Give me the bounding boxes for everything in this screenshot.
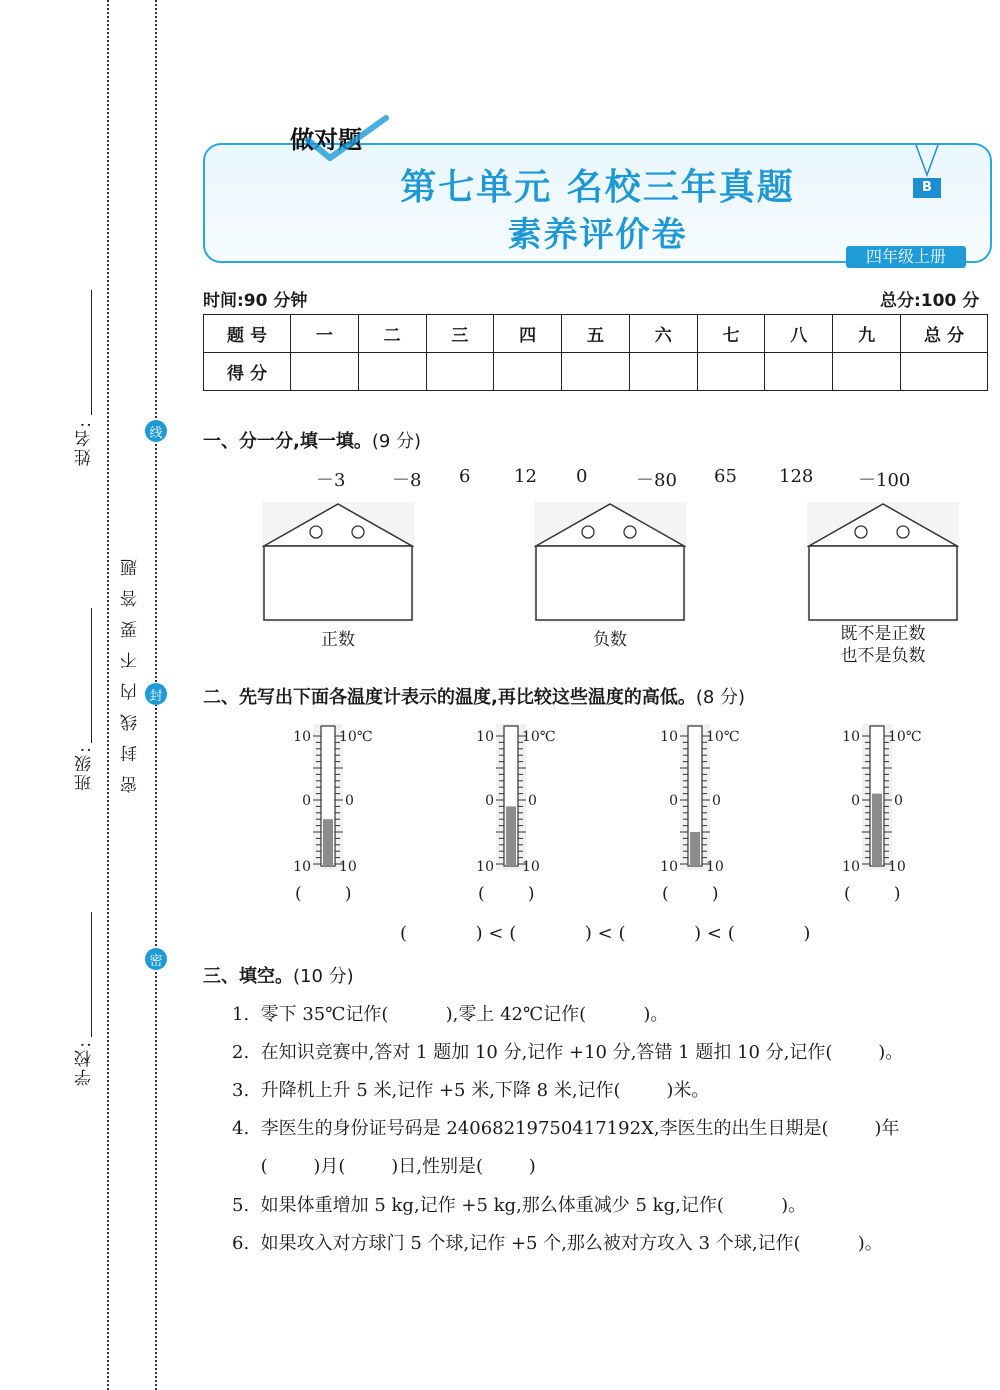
question-3-title (203, 962, 354, 988)
version-tag: B (913, 178, 941, 198)
scale-label-bottom-right: 10 (522, 859, 540, 872)
exam-total-points: 总分:100 分 (880, 291, 980, 311)
house-label-positive: 正数 (321, 630, 355, 650)
fill-item-5[interactable]: 5. 如果体重增加 5 kg,记作 +5 kg,那么体重减少 5 kg,记作( )。 (232, 1195, 807, 1216)
mercury-column (323, 819, 333, 866)
class-blank-line (91, 608, 92, 743)
seal-line-warning: 密封线内不要答题 (121, 545, 141, 793)
score-table-cell: 得 分 (204, 353, 291, 391)
question-2-points: (8 分) (695, 687, 746, 708)
line-mark-badge: 线 (145, 420, 167, 442)
thermometer-answer-blank[interactable]: ( ) (662, 884, 719, 904)
fill-item-2[interactable]: 2. 在知识竞赛中,答对 1 题加 10 分,记作 +10 分,答错 1 题扣 10 分,记作( )。 (232, 1042, 904, 1063)
score-table-cell: 六 (629, 315, 697, 353)
house-positive-numbers[interactable] (262, 502, 414, 622)
score-table-cell: 二 (358, 315, 426, 353)
school-label: 学校: (75, 1040, 95, 1086)
score-table-header-row (204, 315, 988, 353)
binding-dotted-line-left (107, 0, 109, 1390)
score-table-cell: 四 (494, 315, 562, 353)
question-2-text: 二、先写出下面各温度计表示的温度,再比较这些温度的高低。 (203, 687, 696, 708)
scale-label-bottom-left: 10 (842, 859, 860, 872)
number-item: 128 (779, 466, 814, 487)
logo-check-mark-icon (300, 112, 390, 164)
seal-mark-badge: 封 (145, 683, 167, 705)
paper-subtitle: 素养评价卷 (507, 215, 688, 255)
score-entry-cell[interactable] (426, 353, 494, 391)
score-entry-cell[interactable] (562, 353, 630, 391)
scale-label-top-right: 10℃ (888, 729, 922, 745)
fill-item-4-continued[interactable]: ( )月( )日,性别是( ) (232, 1156, 536, 1177)
question-1-points: (9 分) (371, 431, 422, 452)
scale-label-top-left: 10 (476, 729, 494, 745)
scale-label-zero-left: 0 (669, 793, 678, 809)
school-blank-line (91, 912, 92, 1037)
fill-item-6[interactable]: 6. 如果攻入对方球门 5 个球,记作 +5 个,那么被对方攻入 3 个球,记作( )。 (232, 1233, 883, 1254)
house-negative-numbers[interactable] (534, 502, 686, 622)
fill-item-1[interactable]: 1. 零下 35℃记作( ),零上 42℃记作( )。 (232, 1004, 669, 1025)
scale-label-top-left: 10 (842, 729, 860, 745)
scale-label-bottom-left: 10 (476, 859, 494, 872)
number-item: －100 (858, 470, 911, 491)
grade-badge: 四年级上册 (846, 246, 966, 268)
scale-label-zero-left: 0 (302, 793, 311, 809)
score-entry-cell[interactable] (629, 353, 697, 391)
scale-label-top-right: 10℃ (706, 729, 740, 745)
question-3-text: 三、填空。 (203, 966, 293, 987)
score-table-cell: 五 (562, 315, 630, 353)
number-item: －80 (636, 470, 677, 491)
temperature-compare-line[interactable]: ( ) < ( ) < ( ) < ( ) (400, 923, 811, 944)
score-table-cell: 八 (765, 315, 833, 353)
score-entry-cell[interactable] (833, 353, 901, 391)
scale-label-zero-left: 0 (851, 793, 860, 809)
question-1-title (203, 427, 421, 453)
number-item: －8 (392, 470, 422, 491)
mercury-column (872, 794, 882, 866)
scale-label-zero-left: 0 (485, 793, 494, 809)
thermometer-3 (660, 722, 760, 872)
house-label-neither: 既不是正数 也不是负数 (840, 624, 926, 666)
score-entry-cell[interactable] (901, 353, 988, 391)
question-2-title (203, 683, 745, 709)
scale-label-bottom-right: 10 (888, 859, 906, 872)
mercury-column (690, 832, 700, 866)
secret-mark-badge: 密 (145, 948, 167, 970)
scale-label-bottom-right: 10 (706, 859, 724, 872)
number-item: －3 (316, 470, 346, 491)
scale-label-zero-right: 0 (712, 793, 721, 809)
score-table (203, 314, 988, 391)
scale-label-top-left: 10 (660, 729, 678, 745)
scale-label-zero-right: 0 (894, 793, 903, 809)
score-entry-cell[interactable] (697, 353, 765, 391)
score-table-score-row (204, 353, 988, 391)
tag-hanger-icon (912, 145, 942, 179)
name-label: 姓名: (75, 420, 95, 466)
scale-label-bottom-right: 10 (339, 859, 357, 872)
fill-item-3[interactable]: 3. 升降机上升 5 米,记作 +5 米,下降 8 米,记作( )米。 (232, 1080, 710, 1101)
score-table-cell: 总 分 (901, 315, 988, 353)
number-item: 65 (714, 466, 737, 487)
score-entry-cell[interactable] (358, 353, 426, 391)
scale-label-zero-right: 0 (345, 793, 354, 809)
score-table-cell: 七 (697, 315, 765, 353)
house-label-negative: 负数 (593, 630, 627, 650)
score-entry-cell[interactable] (291, 353, 359, 391)
scale-label-top-right: 10℃ (522, 729, 556, 745)
question-3-points: (10 分) (293, 966, 354, 987)
score-table-cell: 九 (833, 315, 901, 353)
scale-label-bottom-left: 10 (660, 859, 678, 872)
question-1-text: 一、分一分,填一填。 (203, 431, 372, 452)
thermometer-answer-blank[interactable]: ( ) (478, 884, 535, 904)
number-item: 6 (459, 466, 471, 487)
brand-logo: 做对题 (290, 126, 362, 154)
fill-item-4[interactable]: 4. 李医生的身份证号码是 24068219750417192X,李医生的出生日期是( )年 (232, 1118, 900, 1139)
thermometer-answer-blank[interactable]: ( ) (844, 884, 901, 904)
score-entry-cell[interactable] (494, 353, 562, 391)
number-item: 0 (576, 466, 588, 487)
score-table-cell: 一 (291, 315, 359, 353)
thermometer-answer-blank[interactable]: ( ) (295, 884, 352, 904)
unit-title: 第七单元 名校三年真题 (400, 167, 795, 208)
score-table-cell: 三 (426, 315, 494, 353)
thermometer-2 (476, 722, 576, 872)
score-table-cell: 题 号 (204, 315, 291, 353)
scale-label-zero-right: 0 (528, 793, 537, 809)
scale-label-top-left: 10 (293, 729, 311, 745)
scale-label-bottom-left: 10 (293, 859, 311, 872)
class-label: 班级: (75, 745, 95, 791)
thermometer-1 (293, 722, 393, 872)
house-neither[interactable] (807, 502, 959, 622)
thermometer-4 (842, 722, 942, 872)
name-blank-line (91, 290, 92, 415)
number-item: 12 (514, 466, 537, 487)
score-entry-cell[interactable] (765, 353, 833, 391)
scale-label-top-right: 10℃ (339, 729, 373, 745)
exam-time: 时间:90 分钟 (203, 291, 308, 311)
mercury-column (506, 806, 516, 866)
